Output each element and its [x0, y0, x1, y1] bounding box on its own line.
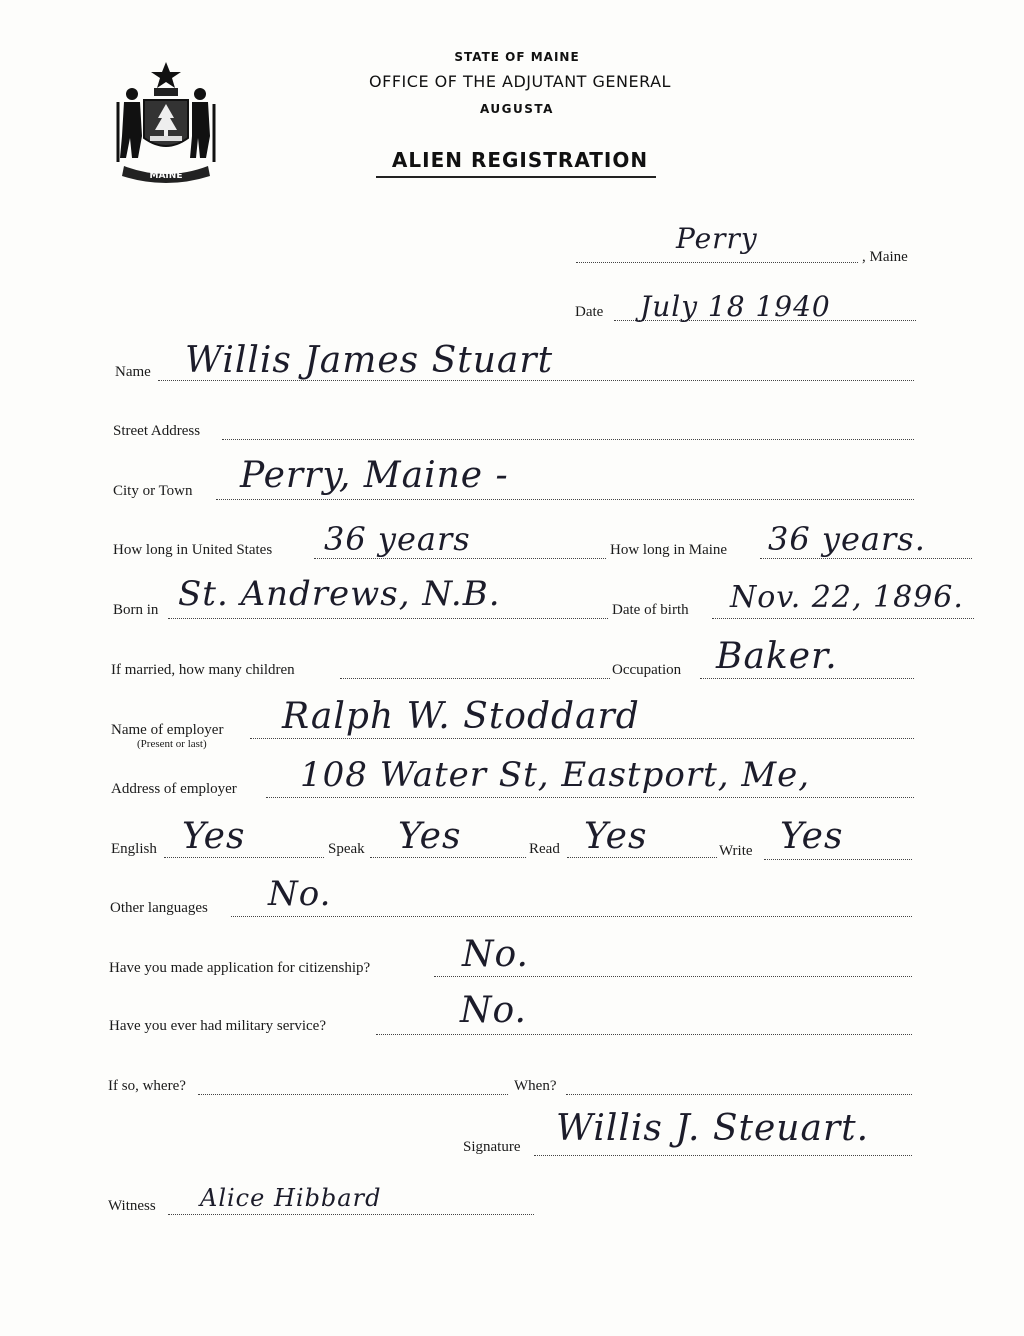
employer-value: Ralph W. Stoddard [282, 696, 640, 737]
born-value: St. Andrews, N.B. [178, 574, 501, 614]
town-line [576, 262, 858, 263]
street-line [222, 439, 914, 440]
other-lang-line [231, 916, 912, 917]
where-line [198, 1094, 508, 1095]
signature-value: Willis J. Steuart. [556, 1108, 870, 1149]
english-value: Yes [182, 816, 246, 857]
town-label: , Maine [862, 249, 908, 265]
english-label: English [111, 841, 157, 857]
name-label: Name [115, 364, 151, 380]
witness-label: Witness [108, 1198, 156, 1214]
date-value: July 18 1940 [640, 290, 831, 323]
dob-label: Date of birth [612, 602, 689, 618]
title-underline [376, 176, 656, 178]
header-city: AUGUSTA [480, 102, 554, 116]
speak-value: Yes [398, 816, 462, 857]
children-line [340, 678, 610, 679]
employer-label: Name of employer [111, 722, 224, 738]
speak-line [370, 857, 526, 858]
me-years-line [760, 558, 972, 559]
us-years-line [314, 558, 606, 559]
us-years-value: 36 years [324, 520, 471, 558]
military-label: Have you ever had military service? [109, 1018, 326, 1034]
occupation-line [700, 678, 914, 679]
write-label: Write [719, 843, 753, 859]
read-label: Read [529, 841, 560, 857]
date-label: Date [575, 304, 604, 320]
born-line [168, 618, 608, 619]
svg-text:MAINE: MAINE [149, 171, 183, 181]
children-label: If married, how many children [111, 662, 295, 678]
city-label: City or Town [113, 483, 193, 499]
city-line [216, 499, 914, 500]
witness-value: Alice Hibbard [200, 1184, 382, 1212]
me-years-label: How long in Maine [610, 542, 728, 558]
citizenship-value: No. [462, 934, 529, 975]
occupation-value: Baker. [716, 636, 838, 677]
citizenship-line [434, 976, 912, 977]
maine-seal-icon [110, 58, 222, 186]
us-years-label: How long in United States [113, 542, 273, 558]
header-state: STATE OF MAINE [454, 50, 580, 64]
employer-address-value: 108 Water St, Eastport, Me, [300, 755, 811, 795]
signature-label: Signature [463, 1139, 521, 1155]
when-line [566, 1094, 912, 1095]
employer-address-label: Address of employer [111, 781, 237, 797]
english-line [164, 857, 324, 858]
dob-value: Nov. 22, 1896. [730, 580, 964, 615]
city-value: Perry, Maine - [240, 455, 509, 496]
form-title: ALIEN REGISTRATION [391, 148, 649, 172]
occupation-label: Occupation [612, 662, 682, 678]
military-line [376, 1034, 912, 1035]
signature-line [534, 1155, 912, 1156]
dob-line [712, 618, 974, 619]
name-value: Willis James Stuart [185, 340, 554, 381]
me-years-value: 36 years. [768, 520, 926, 558]
employer-address-line [266, 797, 914, 798]
witness-line [168, 1214, 534, 1215]
employer-sublabel: (Present or last) [137, 738, 207, 750]
read-line [567, 857, 717, 858]
military-value: No. [460, 990, 527, 1031]
when-label: When? [514, 1078, 557, 1094]
other-lang-label: Other languages [110, 900, 208, 916]
speak-label: Speak [328, 841, 365, 857]
where-label: If so, where? [108, 1078, 186, 1094]
born-label: Born in [113, 602, 159, 618]
read-value: Yes [584, 816, 648, 857]
header-office: OFFICE OF THE ADJUTANT GENERAL [369, 72, 671, 91]
employer-line [250, 738, 914, 739]
street-label: Street Address [113, 423, 201, 439]
write-value: Yes [780, 816, 844, 857]
town-value: Perry [676, 222, 758, 255]
other-lang-value: No. [268, 874, 332, 914]
citizenship-label: Have you made application for citizenship? [109, 960, 371, 976]
write-line [764, 859, 912, 860]
